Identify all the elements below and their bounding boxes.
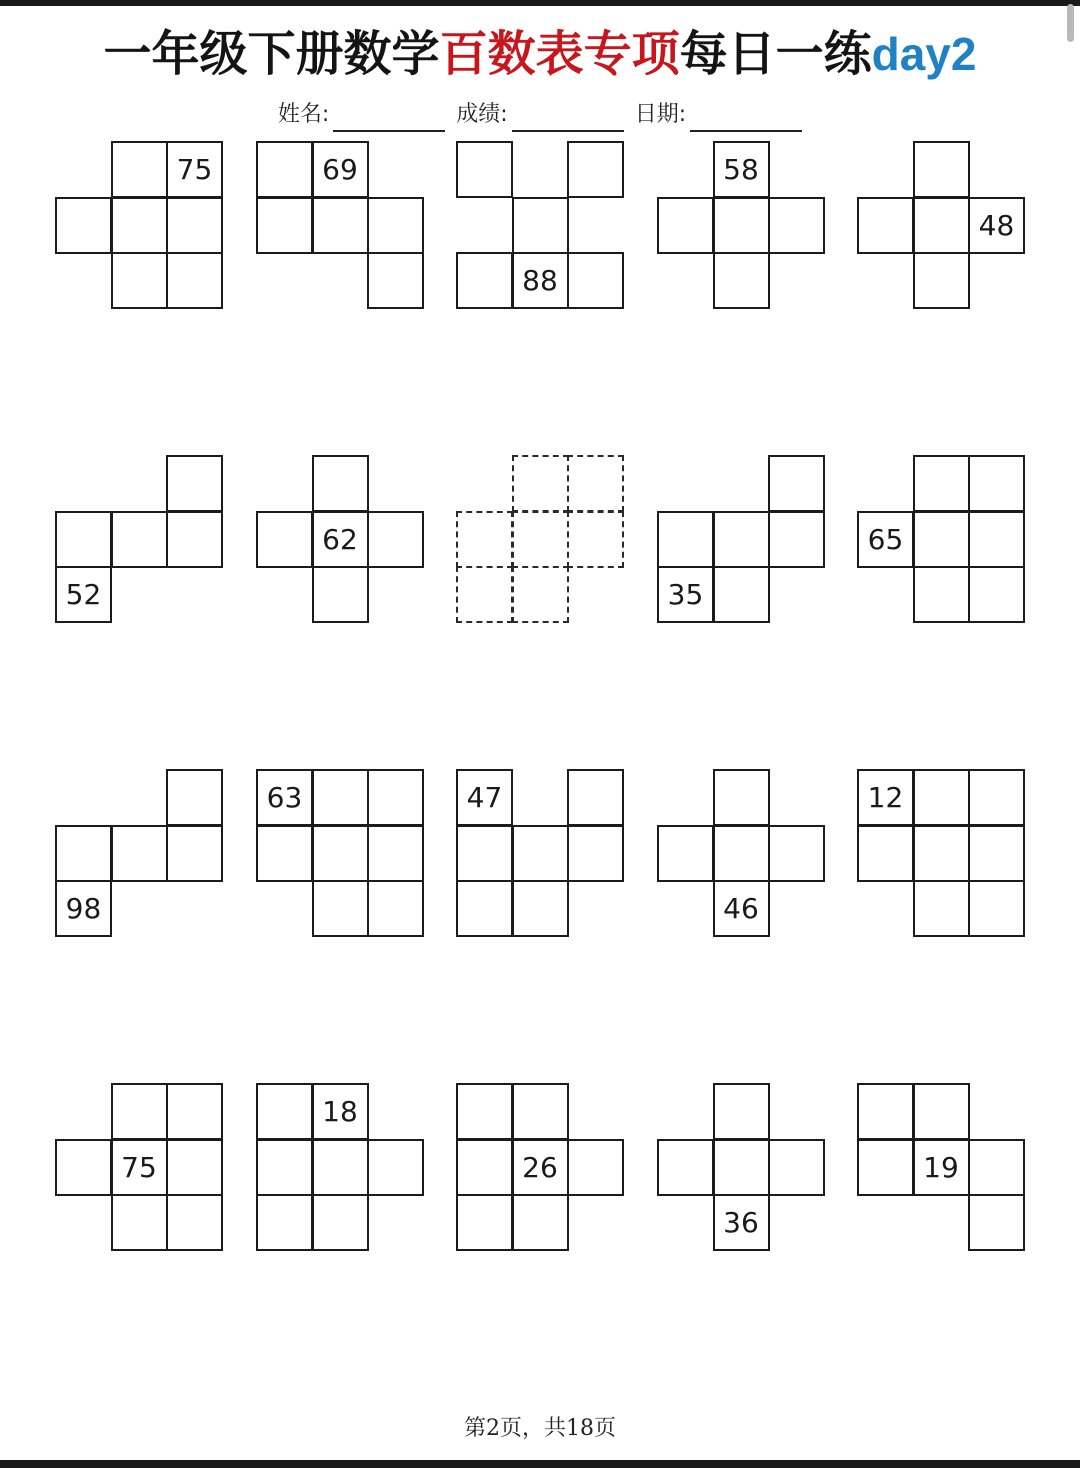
cell-number: 35 xyxy=(667,578,704,611)
empty-answer-cell[interactable] xyxy=(256,1083,313,1140)
puzzle-grid xyxy=(256,1083,426,1253)
empty-answer-cell[interactable] xyxy=(512,566,569,623)
empty-answer-cell[interactable] xyxy=(256,1139,313,1196)
given-number-cell xyxy=(166,141,223,198)
empty-answer-cell[interactable] xyxy=(367,769,424,826)
empty-answer-cell[interactable] xyxy=(111,1083,168,1140)
empty-answer-cell[interactable] xyxy=(256,825,313,882)
empty-answer-cell[interactable] xyxy=(456,511,513,568)
puzzle-grid xyxy=(456,1083,626,1253)
given-number-cell xyxy=(968,197,1025,254)
cell-number: 98 xyxy=(65,892,102,925)
empty-answer-cell[interactable] xyxy=(713,252,770,309)
empty-answer-cell[interactable] xyxy=(166,825,223,882)
given-number-cell xyxy=(55,566,112,623)
empty-answer-cell[interactable] xyxy=(768,1139,825,1196)
empty-answer-cell[interactable] xyxy=(55,1139,112,1196)
empty-answer-cell[interactable] xyxy=(512,511,569,568)
empty-answer-cell[interactable] xyxy=(456,1194,513,1251)
empty-answer-cell[interactable] xyxy=(968,455,1025,512)
empty-answer-cell[interactable] xyxy=(166,1194,223,1251)
empty-answer-cell[interactable] xyxy=(55,197,112,254)
empty-answer-cell[interactable] xyxy=(367,252,424,309)
name-field xyxy=(278,98,445,132)
score-field xyxy=(456,98,623,132)
empty-answer-cell[interactable] xyxy=(111,1194,168,1251)
empty-answer-cell[interactable] xyxy=(567,252,624,309)
top-status-strip xyxy=(0,0,1080,6)
given-number-cell xyxy=(312,1083,369,1140)
given-number-cell xyxy=(111,1139,168,1196)
empty-answer-cell[interactable] xyxy=(166,455,223,512)
empty-answer-cell[interactable] xyxy=(111,197,168,254)
empty-answer-cell[interactable] xyxy=(713,769,770,826)
given-number-cell xyxy=(857,769,914,826)
puzzle-grid xyxy=(55,1083,225,1253)
empty-answer-cell[interactable] xyxy=(166,252,223,309)
empty-answer-cell[interactable] xyxy=(913,880,970,937)
puzzle-grid xyxy=(657,769,827,939)
empty-answer-cell[interactable] xyxy=(567,825,624,882)
empty-answer-cell[interactable] xyxy=(456,141,513,198)
title-part-daily: 每日一练 xyxy=(679,26,872,82)
empty-answer-cell[interactable] xyxy=(111,825,168,882)
empty-answer-cell[interactable] xyxy=(367,197,424,254)
empty-answer-cell[interactable] xyxy=(968,511,1025,568)
score-label: 成绩: xyxy=(456,102,508,127)
given-number-cell xyxy=(657,566,714,623)
given-number-cell xyxy=(312,141,369,198)
empty-answer-cell[interactable] xyxy=(456,1139,513,1196)
empty-answer-cell[interactable] xyxy=(857,1083,914,1140)
puzzle-grid xyxy=(657,1083,827,1253)
empty-answer-cell[interactable] xyxy=(166,197,223,254)
empty-answer-cell[interactable] xyxy=(312,769,369,826)
given-number-cell xyxy=(512,252,569,309)
empty-answer-cell[interactable] xyxy=(768,511,825,568)
empty-answer-cell[interactable] xyxy=(713,1139,770,1196)
cell-number: 58 xyxy=(723,153,759,186)
empty-answer-cell[interactable] xyxy=(968,880,1025,937)
empty-answer-cell[interactable] xyxy=(713,511,770,568)
puzzle-grid xyxy=(256,455,426,625)
puzzle-grid xyxy=(55,769,225,939)
cell-number: 47 xyxy=(466,781,503,814)
given-number-cell xyxy=(857,511,914,568)
score-blank xyxy=(512,106,624,132)
empty-answer-cell[interactable] xyxy=(913,1083,970,1140)
title-part-day: day2 xyxy=(871,28,977,80)
cell-number: 69 xyxy=(322,153,358,186)
empty-answer-cell[interactable] xyxy=(367,1139,424,1196)
student-info-fields xyxy=(0,98,1080,132)
date-label: 日期: xyxy=(634,102,687,127)
puzzle-grid xyxy=(857,769,1027,939)
empty-answer-cell[interactable] xyxy=(913,769,970,826)
empty-answer-cell[interactable] xyxy=(567,455,624,512)
empty-answer-cell[interactable] xyxy=(913,197,970,254)
given-number-cell xyxy=(713,1194,770,1251)
empty-answer-cell[interactable] xyxy=(768,455,825,512)
empty-answer-cell[interactable] xyxy=(657,1139,714,1196)
empty-answer-cell[interactable] xyxy=(456,880,513,937)
empty-answer-cell[interactable] xyxy=(367,825,424,882)
empty-answer-cell[interactable] xyxy=(857,825,914,882)
puzzle-grid xyxy=(55,455,225,625)
cell-number: 36 xyxy=(723,1206,759,1239)
name-blank xyxy=(333,106,445,132)
date-field xyxy=(635,98,802,132)
empty-answer-cell[interactable] xyxy=(456,1083,513,1140)
cell-number: 62 xyxy=(322,522,358,556)
empty-answer-cell[interactable] xyxy=(512,455,569,512)
empty-answer-cell[interactable] xyxy=(913,511,970,568)
given-number-cell xyxy=(713,141,770,198)
given-number-cell xyxy=(256,769,313,826)
empty-answer-cell[interactable] xyxy=(456,825,513,882)
empty-answer-cell[interactable] xyxy=(312,197,369,254)
empty-answer-cell[interactable] xyxy=(312,1194,369,1251)
empty-answer-cell[interactable] xyxy=(913,141,970,198)
puzzle-grid xyxy=(857,455,1027,625)
name-label: 姓名: xyxy=(277,102,330,127)
empty-answer-cell[interactable] xyxy=(512,825,569,882)
empty-answer-cell[interactable] xyxy=(166,1083,223,1140)
empty-answer-cell[interactable] xyxy=(256,511,313,568)
puzzle-grid xyxy=(657,141,827,311)
cell-number: 46 xyxy=(723,892,759,925)
empty-answer-cell[interactable] xyxy=(512,880,569,937)
empty-answer-cell[interactable] xyxy=(256,1194,313,1251)
empty-answer-cell[interactable] xyxy=(512,197,569,254)
given-number-cell xyxy=(456,769,513,826)
empty-answer-cell[interactable] xyxy=(567,1139,624,1196)
empty-answer-cell[interactable] xyxy=(913,455,970,512)
cell-number: 18 xyxy=(322,1095,358,1128)
empty-answer-cell[interactable] xyxy=(256,141,313,198)
puzzle-grid xyxy=(657,455,827,625)
empty-answer-cell[interactable] xyxy=(312,455,369,512)
empty-answer-cell[interactable] xyxy=(657,511,714,568)
empty-answer-cell[interactable] xyxy=(913,825,970,882)
empty-answer-cell[interactable] xyxy=(968,825,1025,882)
empty-answer-cell[interactable] xyxy=(913,566,970,623)
title-part-topic: 百数表专项 xyxy=(439,26,680,82)
empty-answer-cell[interactable] xyxy=(713,1083,770,1140)
given-number-cell xyxy=(713,880,770,937)
date-blank xyxy=(690,106,802,132)
puzzle-grid xyxy=(456,141,626,311)
cell-number: 88 xyxy=(522,264,558,297)
empty-answer-cell[interactable] xyxy=(367,511,424,568)
empty-answer-cell[interactable] xyxy=(111,511,168,568)
cell-number: 52 xyxy=(65,578,102,611)
puzzle-grid xyxy=(55,141,225,311)
empty-answer-cell[interactable] xyxy=(768,825,825,882)
empty-answer-cell[interactable] xyxy=(55,825,112,882)
empty-answer-cell[interactable] xyxy=(713,825,770,882)
empty-answer-cell[interactable] xyxy=(166,769,223,826)
empty-answer-cell[interactable] xyxy=(312,880,369,937)
given-number-cell xyxy=(312,511,369,568)
puzzle-grid xyxy=(256,141,426,311)
empty-answer-cell[interactable] xyxy=(312,825,369,882)
empty-answer-cell[interactable] xyxy=(857,197,914,254)
empty-answer-cell[interactable] xyxy=(968,769,1025,826)
empty-answer-cell[interactable] xyxy=(456,566,513,623)
puzzle-grid xyxy=(256,769,426,939)
page-title xyxy=(0,22,1080,86)
empty-answer-cell[interactable] xyxy=(256,197,313,254)
bottom-strip xyxy=(0,1460,1080,1468)
empty-answer-cell[interactable] xyxy=(857,1139,914,1196)
puzzle-grid xyxy=(857,1083,1027,1253)
empty-answer-cell[interactable] xyxy=(713,197,770,254)
cell-number: 75 xyxy=(121,1150,157,1184)
empty-answer-cell[interactable] xyxy=(713,566,770,623)
empty-answer-cell[interactable] xyxy=(567,141,624,198)
empty-answer-cell[interactable] xyxy=(768,197,825,254)
empty-answer-cell[interactable] xyxy=(312,566,369,623)
puzzle-grid xyxy=(456,769,626,939)
cell-number: 26 xyxy=(522,1150,558,1184)
cell-number: 75 xyxy=(176,153,213,186)
empty-answer-cell[interactable] xyxy=(166,511,223,568)
empty-answer-cell[interactable] xyxy=(657,825,714,882)
empty-answer-cell[interactable] xyxy=(456,252,513,309)
cell-number: 63 xyxy=(266,781,303,814)
page-footer: 第2页，共18页 xyxy=(464,1416,616,1441)
empty-answer-cell[interactable] xyxy=(567,511,624,568)
empty-answer-cell[interactable] xyxy=(968,566,1025,623)
empty-answer-cell[interactable] xyxy=(312,1139,369,1196)
empty-answer-cell[interactable] xyxy=(166,1139,223,1196)
empty-answer-cell[interactable] xyxy=(512,1194,569,1251)
empty-answer-cell[interactable] xyxy=(111,252,168,309)
empty-answer-cell[interactable] xyxy=(367,880,424,937)
empty-answer-cell[interactable] xyxy=(657,197,714,254)
cell-number: 65 xyxy=(867,522,904,556)
puzzle-grid xyxy=(857,141,1027,311)
empty-answer-cell[interactable] xyxy=(55,511,112,568)
cell-number: 19 xyxy=(923,1150,959,1184)
cell-number: 12 xyxy=(867,781,904,814)
empty-answer-cell[interactable] xyxy=(968,1139,1025,1196)
empty-answer-cell[interactable] xyxy=(512,1083,569,1140)
empty-answer-cell[interactable] xyxy=(567,769,624,826)
empty-answer-cell[interactable] xyxy=(968,1194,1025,1251)
empty-answer-cell[interactable] xyxy=(913,252,970,309)
puzzle-grid xyxy=(456,455,626,625)
title-part-grade: 一年级下册数学 xyxy=(103,26,440,82)
cell-number: 48 xyxy=(978,208,1015,242)
empty-answer-cell[interactable] xyxy=(111,141,168,198)
given-number-cell xyxy=(913,1139,970,1196)
given-number-cell xyxy=(512,1139,569,1196)
given-number-cell xyxy=(55,880,112,937)
